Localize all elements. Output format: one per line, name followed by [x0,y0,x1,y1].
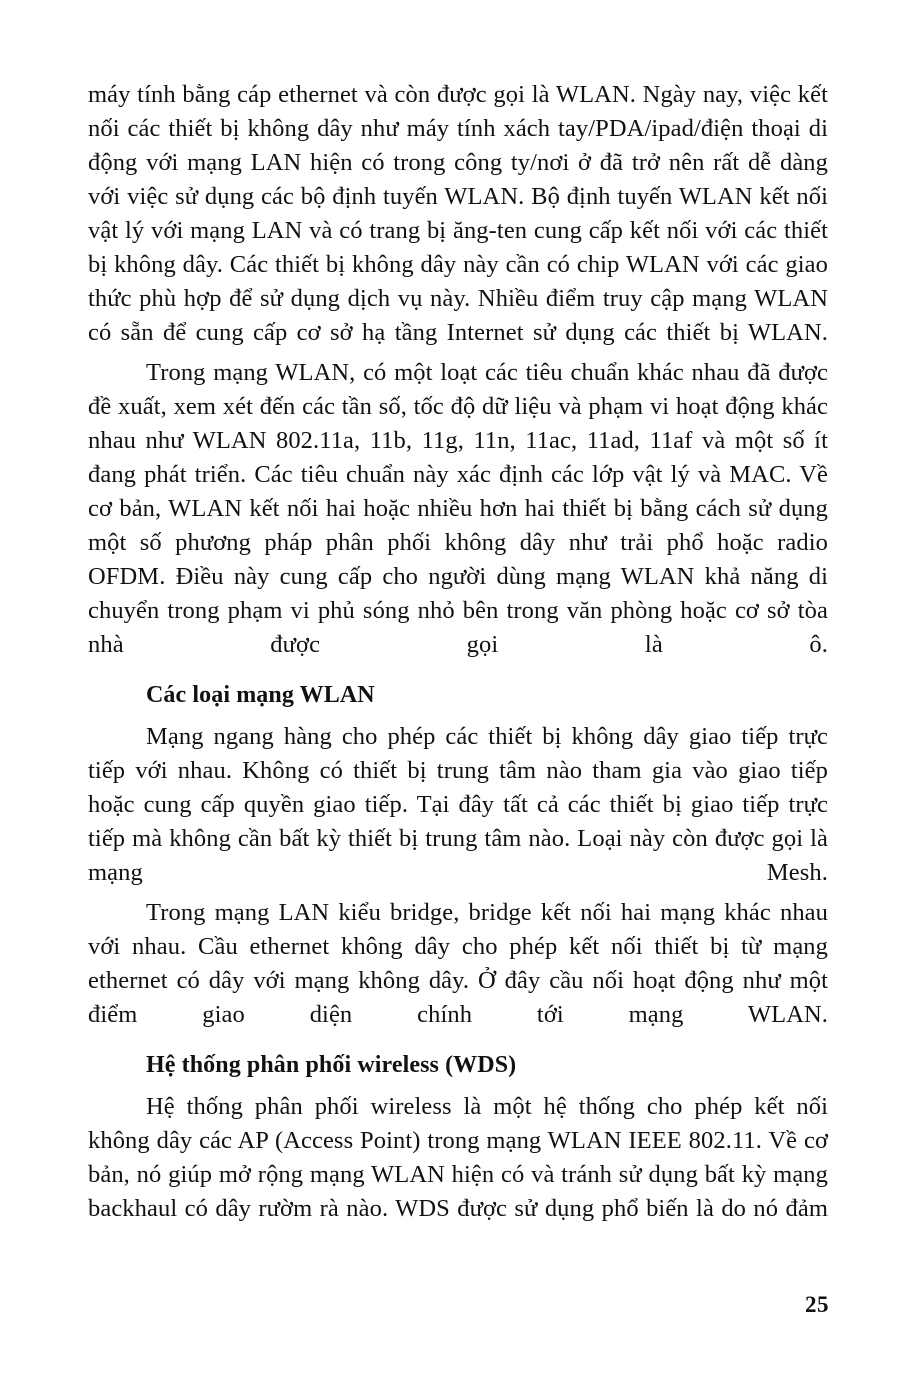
heading-he-thong-phan-phoi-wireless-wds: Hệ thống phân phối wireless (WDS) [146,1052,517,1078]
page-body-text [88,78,828,1232]
page-number: 25 [805,1292,829,1317]
paragraph-peer-to-peer-mesh: Mạng ngang hàng cho phép các thiết bị không dây giao tiếp trực tiếp với nhau. Không có thiết bị trung tâm nào tham gia vào giao tiếp hoặc cung cấp quyền giao tiếp. Tại đây tất cả các thiết bị giao tiếp trực tiếp mà không cần bất kỳ thiết bị trung tâm nào. Loại này còn được gọi là mạng Mesh. [88,723,828,886]
paragraph-wlan-standards: Trong mạng WLAN, có một loạt các tiêu chuẩn khác nhau đã được đề xuất, xem xét đến các tần số, tốc độ dữ liệu và phạm vi hoạt động khác nhau như WLAN 802.11a, 11b, 11g, 11n, 11ac, 11ad, 11af và một số ít đang phát triển. Các tiêu chuẩn này xác định các lớp vật lý và MAC. Về cơ bản, WLAN kết nối hai hoặc nhiều hơn hai thiết bị bằng cách sử dụng một số phương pháp phân phối không dây như trải phổ hoặc radio OFDM. Điều này cung cấp cho người dùng mạng WLAN khả năng di chuyển trong phạm vi phủ sóng nhỏ bên trong văn phòng hoặc cơ sở tòa nhà được gọi là ô. [88,359,828,658]
paragraph-bridge-lan: Trong mạng LAN kiểu bridge, bridge kết nối hai mạng khác nhau với nhau. Cầu ethernet không dây cho phép kết nối thiết bị từ mạng ethernet có dây với mạng không dây. Ở đây cầu nối hoạt động như một điểm giao diện chính tới mạng WLAN. [88,899,828,1028]
paragraph-wds-description: Hệ thống phân phối wireless là một hệ thống cho phép kết nối không dây các AP (Access Point) trong mạng WLAN IEEE 802.11. Về cơ bản, nó giúp mở rộng mạng WLAN hiện có và tránh sử dụng bất kỳ mạng backhaul có dây rườm rà nào. WDS được sử dụng phổ biến là do nó đảm [88,1093,828,1222]
paragraph-continuation-wlan-intro: máy tính bằng cáp ethernet và còn được gọi là WLAN. Ngày nay, việc kết nối các thiết bị không dây như máy tính xách tay/PDA/ipad/điện thoại di động với mạng LAN hiện có trong công ty/nơi ở đã trở nên rất dễ dàng với việc sử dụng các bộ định tuyến WLAN. Bộ định tuyến WLAN kết nối vật lý với mạng LAN và có trang bị ăng-ten cung cấp kết nối với các thiết bị không dây. Các thiết bị không dây này cần có chip WLAN với các giao thức phù hợp để sử dụng dịch vụ này. Nhiều điểm truy cập mạng WLAN có sẵn để cung cấp cơ sở hạ tầng Internet sử dụng các thiết bị WLAN. [88,81,828,346]
heading-cac-loai-mang-wlan: Các loại mạng WLAN [146,682,375,708]
